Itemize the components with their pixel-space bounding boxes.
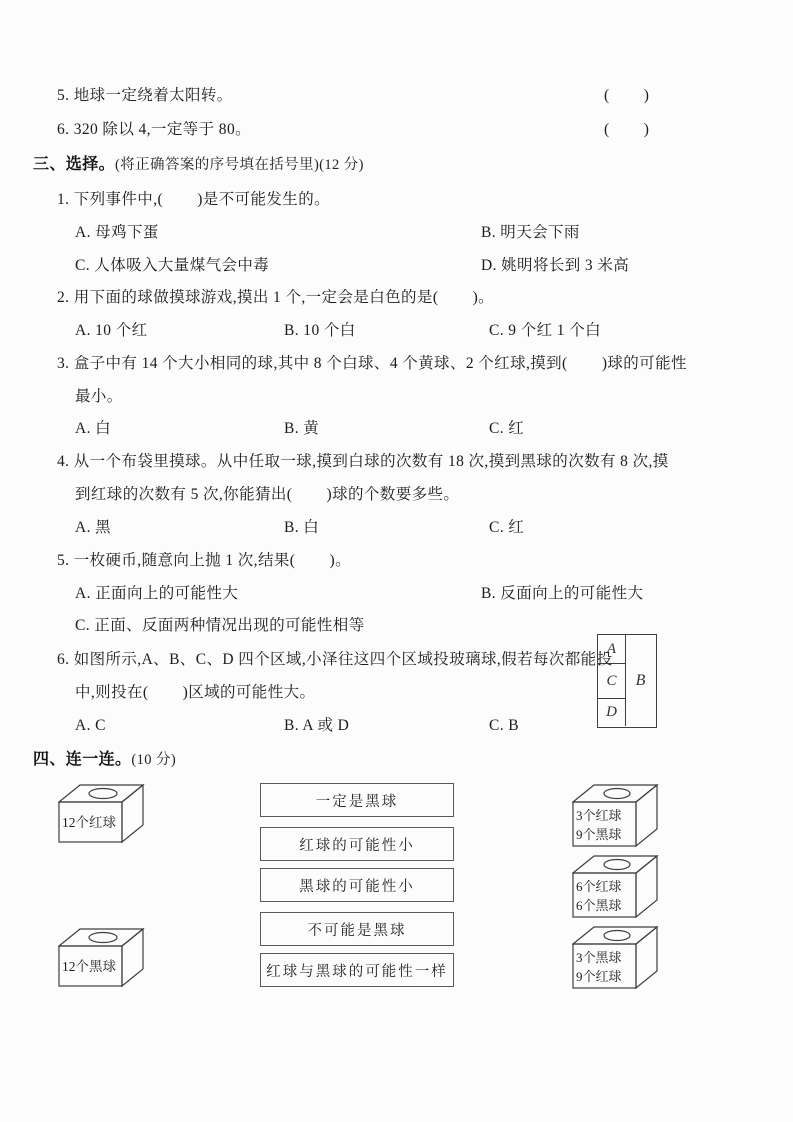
match-right-box-6red-6black xyxy=(572,855,660,921)
box-right-face xyxy=(122,929,143,986)
choice-q6-option-b: B. A 或 D xyxy=(284,717,350,734)
box-label-line1: 3个黑球 xyxy=(576,950,622,965)
box-hole xyxy=(604,789,630,799)
box-label-line2: 9个黑球 xyxy=(576,827,622,842)
choice-q4-line1: 4. 从一个布袋里摸球。从中任取一球,摸到白球的次数有 18 次,摸到黑球的次数有 8 次,摸 xyxy=(57,453,669,470)
choice-q2-option-b: B. 10 个白 xyxy=(284,322,356,339)
box-top-face xyxy=(573,856,657,873)
choice-q4-option-c: C. 红 xyxy=(489,519,525,536)
q6-region-cell-b: B xyxy=(635,671,646,689)
q6-region-cell-c: C xyxy=(598,664,626,699)
judge-item-6-answer-bracket: ( ) xyxy=(604,121,650,138)
section4-heading-note: (10 分) xyxy=(131,752,177,768)
box-top-face xyxy=(59,785,143,802)
choice-q3-option-c: C. 红 xyxy=(489,420,525,437)
choice-q1-option-b: B. 明天会下雨 xyxy=(481,224,580,241)
match-label-2: 红球的可能性小 xyxy=(260,827,454,861)
box-hole xyxy=(604,860,630,870)
choice-q1-option-a: A. 母鸡下蛋 xyxy=(75,224,159,241)
match-label-1: 一定是黑球 xyxy=(260,783,454,817)
choice-q4-line2: 到红球的次数有 5 次,你能猜出( )球的个数要多些。 xyxy=(75,486,460,503)
choice-q5-option-a: A. 正面向上的可能性大 xyxy=(75,585,239,602)
box-label: 12个红球 xyxy=(62,815,116,830)
match-right-box-3red-9black xyxy=(572,784,660,850)
choice-q1-option-d: D. 姚明将长到 3 米高 xyxy=(481,257,630,274)
box-top-face xyxy=(573,927,657,944)
choice-q3-line1: 3. 盒子中有 14 个大小相同的球,其中 8 个白球、4 个黄球、2 个红球,摸到( )球的可能性 xyxy=(57,355,687,372)
box-label-line1: 6个红球 xyxy=(576,879,622,894)
judge-item-6-text: 6. 320 除以 4,一定等于 80。 xyxy=(57,121,252,138)
choice-q6-option-a: A. C xyxy=(75,717,106,734)
match-left-box-12-red xyxy=(58,784,146,846)
choice-q2-option-c: C. 9 个红 1 个白 xyxy=(489,322,602,339)
section3-heading-title: 三、选择。 xyxy=(33,156,116,173)
judge-item-5-answer-bracket: ( ) xyxy=(604,87,650,104)
match-label-5: 红球与黑球的可能性一样 xyxy=(260,953,454,987)
box-right-face xyxy=(122,785,143,842)
section3-heading-note: (将正确答案的序号填在括号里)(12 分) xyxy=(115,157,364,173)
choice-q6-line1: 6. 如图所示,A、B、C、D 四个区域,小泽往这四个区域投玻璃球,假若每次都能投 xyxy=(57,651,613,668)
box-hole xyxy=(604,931,630,941)
q6-region-cell-a: A xyxy=(598,635,626,664)
section4-heading xyxy=(33,750,176,770)
section3-heading xyxy=(33,155,364,175)
q6-region-cell-d: D xyxy=(598,699,626,726)
box-label-line1: 3个红球 xyxy=(576,808,622,823)
choice-q5-text: 5. 一枚硬币,随意向上抛 1 次,结果( )。 xyxy=(57,552,351,569)
q6-region-diagram xyxy=(597,634,657,728)
match-left-box-12-black xyxy=(58,928,146,990)
box-right-face xyxy=(636,927,657,988)
box-top-face xyxy=(59,929,143,946)
choice-q6-option-c: C. B xyxy=(489,717,520,734)
choice-q2-option-a: A. 10 个红 xyxy=(75,322,148,339)
box-hole xyxy=(89,789,117,799)
section4-heading-title: 四、连一连。 xyxy=(33,751,132,768)
choice-q4-option-b: B. 白 xyxy=(284,519,320,536)
box-right-face xyxy=(636,785,657,846)
match-label-3: 黑球的可能性小 xyxy=(260,868,454,902)
choice-q5-option-c: C. 正面、反面两种情况出现的可能性相等 xyxy=(75,617,365,634)
choice-q1-option-c: C. 人体吸入大量煤气会中毒 xyxy=(75,257,270,274)
judge-item-5-text: 5. 地球一定绕着太阳转。 xyxy=(57,87,233,104)
choice-q4-option-a: A. 黑 xyxy=(75,519,112,536)
match-right-box-3black-9red xyxy=(572,926,660,992)
box-label-line2: 6个黑球 xyxy=(576,898,622,913)
choice-q3-line2: 最小。 xyxy=(75,388,123,405)
choice-q2-text: 2. 用下面的球做摸球游戏,摸出 1 个,一定会是白色的是( )。 xyxy=(57,289,495,306)
choice-q6-line2: 中,则投在( )区域的可能性大。 xyxy=(75,684,316,701)
box-top-face xyxy=(573,785,657,802)
choice-q3-option-a: A. 白 xyxy=(75,420,112,437)
choice-q5-option-b: B. 反面向上的可能性大 xyxy=(481,585,644,602)
choice-q3-option-b: B. 黄 xyxy=(284,420,320,437)
match-label-4: 不可能是黑球 xyxy=(260,912,454,946)
choice-q1-text: 1. 下列事件中,( )是不可能发生的。 xyxy=(57,191,330,208)
box-label: 12个黑球 xyxy=(62,959,116,974)
box-hole xyxy=(89,933,117,943)
box-right-face xyxy=(636,856,657,917)
box-label-line2: 9个红球 xyxy=(576,969,622,984)
